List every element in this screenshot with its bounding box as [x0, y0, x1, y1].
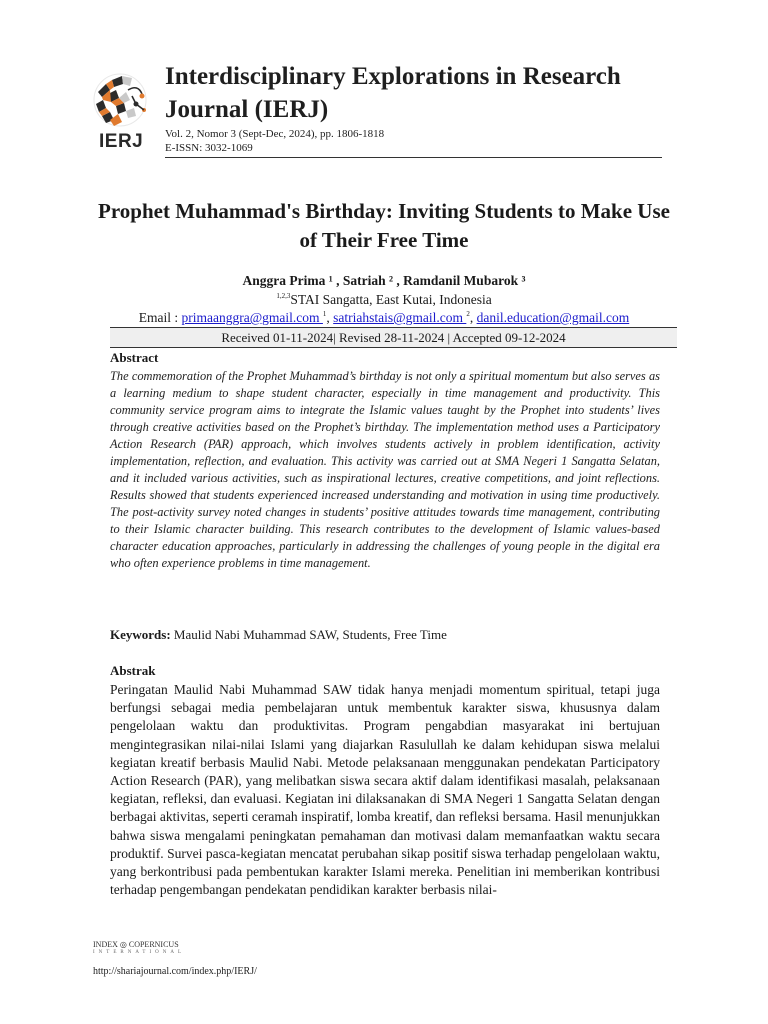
footer-url[interactable]: http://shariajournal.com/index.php/IERJ/ [93, 966, 257, 977]
keywords-label: Keywords: [110, 627, 171, 642]
header-divider [165, 157, 662, 158]
index-copernicus-logo [93, 940, 185, 955]
paper-title: Prophet Muhammad's Birthday: Inviting Students to Make Use of Their Free Time [98, 199, 670, 252]
keywords [110, 627, 670, 643]
submission-dates: Received 01-11-2024| Revised 28-11-2024 | Accepted 09-12-2024 [110, 327, 677, 348]
logo-text: IERJ [99, 131, 144, 152]
abstrak-heading: Abstrak [110, 663, 156, 678]
email-label: Email : [138, 310, 182, 325]
abstract-heading: Abstract [110, 350, 159, 365]
journal-title: Interdisciplinary Explorations in Research Journal (IERJ) [165, 63, 621, 123]
affiliation-superscript: 1,2,3 [276, 292, 291, 300]
index-copernicus-text: INDEX ◎ COPERNICUS [93, 940, 179, 949]
index-copernicus-sub: INTERNATIONAL [93, 950, 185, 955]
journal-meta [165, 127, 384, 155]
email-link-2[interactable]: satriahstais@gmail.com [333, 310, 467, 325]
keywords-list: Maulid Nabi Muhammad SAW, Students, Free Time [170, 627, 447, 642]
volume-line: Vol. 2, Nomor 3 (Sept-Dec, 2024), pp. 1806-1818 [165, 128, 385, 140]
issn-line: E-ISSN: 3032-1069 [165, 142, 253, 154]
email-link-3[interactable]: danil.education@gmail.com [476, 310, 630, 325]
affiliation-text: STAI Sangatta, East Kutai, Indonesia [290, 292, 492, 307]
affiliation [90, 292, 678, 308]
email-superscript-2: 2 [466, 310, 470, 318]
abstract-body: The commemoration of the Prophet Muhammad’s birthday is not only a spiritual momentum but also serves as a learning medium to shape student character, especially in time management and productivity. This community service program aims to integrate the Islamic values taught by the Prophet into students’ lives through creative activities based on the Prophet’s birthday. The implementation method uses a Participatory Action Research (PAR) approach, which involves students actively in problem identification, activity implementation, reflection, and evaluation. This activity was carried out at SMA Negeri 1 Sangatta Selatan, and it included various activities, such as inspirational lectures, creative competitions, and joint reflections. Results showed that students experienced increased understanding and motivation in using time productively. The post-activity survey noted changes in students’ positive attitudes towards time management, contributing to their Islamic character building. This research contributes to the development of Islamic values-based character education approaches, particularly in addressing the challenges of young people in the digital era who often experience problems in time management. [110, 369, 660, 570]
author-list: Anggra Prima ¹ , Satriah ² , Ramdanil Mubarok ³ [242, 273, 526, 288]
email-link-1[interactable]: primaanggra@gmail.com [181, 310, 323, 325]
email-superscript-1: 1 [322, 310, 327, 318]
abstrak-body: Peringatan Maulid Nabi Muhammad SAW tidak hanya menjadi momentum spiritual, tetapi juga berfungsi sebagai media pembelajaran untuk membentuk karakter siswa, khususnya dalam pengelolaan waktu dan produktivitas. Program pengabdian masyarakat ini bertujuan mengintegrasikan nilai-nilai Islami yang diajarkan Rasulullah ke dalam kehidupan siswa melalui kegiatan kreatif berbasis Maulid Nabi. Metode pelaksanaan menggunakan pendekatan Participatory Action Research (PAR), yang melibatkan siswa secara aktif dalam identifikasi masalah, pelaksanaan kegiatan, refleksi, dan evaluasi. Kegiatan ini dilaksanakan di SMA Negeri 1 Sangatta Selatan dengan berbagai aktivitas, seperti ceramah inspiratif, lomba kreatif, dan refleksi bersama. Hasil menunjukkan bahwa siswa mengalami peningkatan pemahaman dan motivasi dalam memanfaatkan waktu secara produktif. Survei pasca-kegiatan mencatat perubahan sikap positif siswa terhadap pengelolaan waktu, yang berkontribusi pada pembentukan karakter Islami mereka. Penelitian ini memberikan kontribusi terhadap pengembangan pendekatan pendidikan karakter berbasis nilai- [110, 682, 660, 898]
email-line: Email : primaanggra@gmail.com $^1$, satriahstais@gmail.com $^2$, danil.education@gmail.com [138, 310, 630, 325]
